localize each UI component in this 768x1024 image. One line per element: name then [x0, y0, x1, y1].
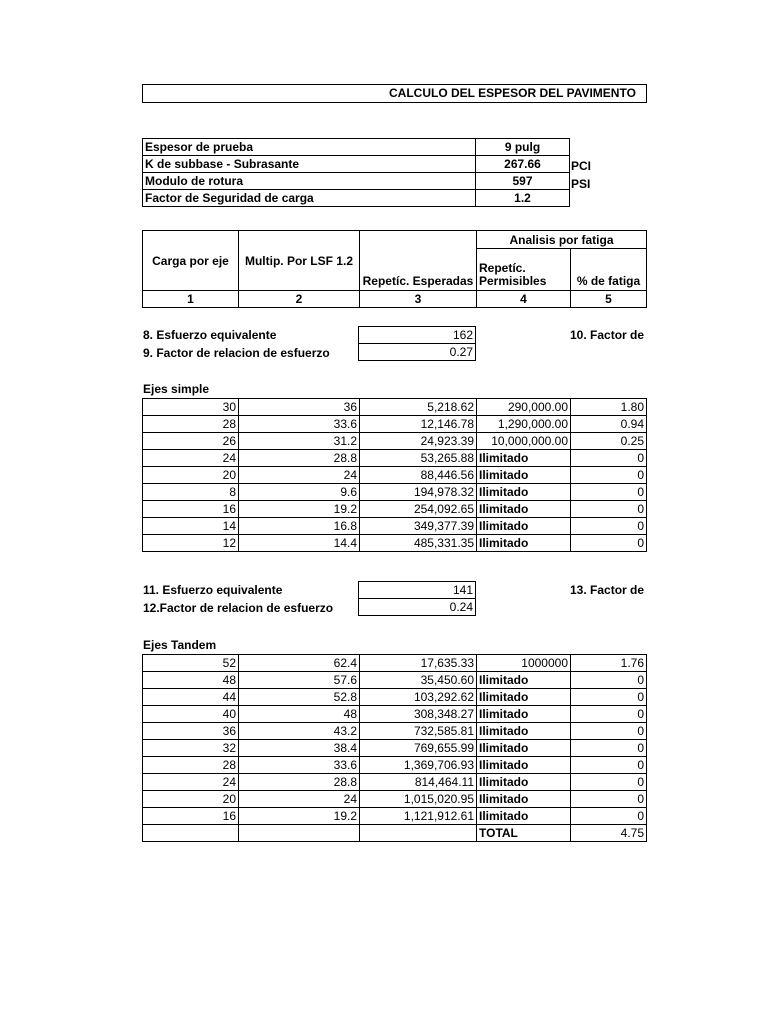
pct-fatiga-cell: 0: [571, 706, 647, 723]
col-header-carga: Carga por eje: [143, 231, 239, 291]
repet-permisibles-cell: Ilimitado: [477, 689, 571, 706]
multip-cell: 28.8: [239, 774, 360, 791]
carga-cell: 8: [143, 484, 239, 501]
table-row: [143, 518, 647, 535]
params-table: [142, 138, 570, 207]
empty-cell: [360, 825, 477, 842]
repet-esperadas-cell: 254,092.65: [360, 501, 477, 518]
repet-esperadas-cell: 814,464.11: [360, 774, 477, 791]
esfuerzo-simple-value: 162: [359, 327, 476, 344]
carga-cell: 24: [143, 774, 239, 791]
carga-cell: 48: [143, 672, 239, 689]
param-value: 9 pulg: [476, 139, 570, 156]
pct-fatiga-cell: 0: [571, 774, 647, 791]
multip-cell: 31.2: [239, 433, 360, 450]
repet-esperadas-cell: 5,218.62: [360, 399, 477, 416]
table-row: [143, 535, 647, 552]
carga-cell: 40: [143, 706, 239, 723]
carga-cell: 24: [143, 450, 239, 467]
pct-fatiga-cell: 0: [571, 467, 647, 484]
col-number: 5: [571, 291, 647, 308]
carga-cell: 28: [143, 416, 239, 433]
repet-esperadas-cell: 88,446.56: [360, 467, 477, 484]
pct-fatiga-cell: 0.94: [571, 416, 647, 433]
table-row: [143, 433, 647, 450]
col-header-repet-esperadas: Repetíc. Esperadas: [360, 231, 477, 291]
total-value: 4.75: [571, 825, 647, 842]
pct-fatiga-cell: 1.76: [571, 655, 647, 672]
repet-permisibles-cell: Ilimitado: [477, 740, 571, 757]
carga-cell: 32: [143, 740, 239, 757]
repet-perm-line1: Repetíc.: [479, 261, 526, 275]
repet-permisibles-cell: Ilimitado: [477, 808, 571, 825]
pct-fatiga-cell: 0: [571, 672, 647, 689]
carga-cell: 16: [143, 808, 239, 825]
carga-cell: 16: [143, 501, 239, 518]
esfuerzo-tandem-value: 141: [359, 582, 476, 599]
multip-cell: 19.2: [239, 808, 360, 825]
tandem-table: [142, 654, 647, 842]
repet-esperadas-cell: 17,635.33: [360, 655, 477, 672]
param-unit: PSI: [571, 177, 591, 191]
carga-cell: 12: [143, 535, 239, 552]
multip-cell: 62.4: [239, 655, 360, 672]
carga-cell: 52: [143, 655, 239, 672]
multip-cell: 57.6: [239, 672, 360, 689]
table-row: [143, 808, 647, 825]
carga-cell: 14: [143, 518, 239, 535]
pct-fatiga-cell: 0: [571, 791, 647, 808]
total-label: TOTAL: [477, 825, 571, 842]
carga-cell: 20: [143, 791, 239, 808]
repet-permisibles-cell: 290,000.00: [477, 399, 571, 416]
table-row: [143, 757, 647, 774]
table-row: [143, 416, 647, 433]
section-title-simple: Ejes simple: [143, 382, 210, 396]
pct-fatiga-cell: 0: [571, 535, 647, 552]
esfuerzo-tandem-label: 11. Esfuerzo equivalente: [143, 583, 283, 597]
repet-permisibles-cell: Ilimitado: [477, 706, 571, 723]
col-number: 2: [239, 291, 360, 308]
param-label: Espesor de prueba: [143, 139, 476, 156]
repet-permisibles-cell: Ilimitado: [477, 791, 571, 808]
page-title: CALCULO DEL ESPESOR DEL PAVIMENTO: [389, 86, 636, 100]
col-header-multip: Multip. Por LSF 1.2: [239, 231, 360, 291]
carga-cell: 20: [143, 467, 239, 484]
section-title-tandem: Ejes Tandem: [143, 638, 217, 652]
pct-fatiga-cell: 0: [571, 723, 647, 740]
param-label: Factor de Seguridad de carga: [143, 190, 476, 207]
repet-permisibles-cell: Ilimitado: [477, 501, 571, 518]
param-row: [143, 139, 570, 156]
repet-permisibles-cell: Ilimitado: [477, 518, 571, 535]
factor-tandem-value: 0.24: [359, 599, 476, 616]
pct-fatiga-cell: 0: [571, 740, 647, 757]
table-row: [143, 655, 647, 672]
repet-esperadas-cell: 103,292.62: [360, 689, 477, 706]
pct-fatiga-cell: 0: [571, 689, 647, 706]
simple-stress-table: [358, 326, 476, 361]
carga-cell: 36: [143, 723, 239, 740]
carga-cell: 26: [143, 433, 239, 450]
col-header-repet-permisibles: [477, 249, 571, 291]
repet-permisibles-cell: Ilimitado: [477, 672, 571, 689]
pct-fatiga-cell: 1.80: [571, 399, 647, 416]
repet-esperadas-cell: 769,655.99: [360, 740, 477, 757]
param-row: [143, 190, 570, 207]
repet-permisibles-cell: Ilimitado: [477, 535, 571, 552]
multip-cell: 33.6: [239, 416, 360, 433]
param-value: 597: [476, 173, 570, 190]
table-row: [143, 740, 647, 757]
repet-esperadas-cell: 485,331.35: [360, 535, 477, 552]
table-row: [143, 450, 647, 467]
repet-esperadas-cell: 308,348.27: [360, 706, 477, 723]
pct-fatiga-cell: 0: [571, 808, 647, 825]
table-row: [143, 706, 647, 723]
repet-esperadas-cell: 1,121,912.61: [360, 808, 477, 825]
col-number: 1: [143, 291, 239, 308]
pct-fatiga-cell: 0: [571, 450, 647, 467]
repet-esperadas-cell: 732,585.81: [360, 723, 477, 740]
param-value: 267.66: [476, 156, 570, 173]
multip-cell: 38.4: [239, 740, 360, 757]
tandem-stress-table: [358, 581, 476, 616]
repet-permisibles-cell: Ilimitado: [477, 723, 571, 740]
carga-cell: 44: [143, 689, 239, 706]
repet-permisibles-cell: Ilimitado: [477, 450, 571, 467]
empty-cell: [239, 825, 360, 842]
multip-cell: 28.8: [239, 450, 360, 467]
param-value: 1.2: [476, 190, 570, 207]
table-row: [143, 501, 647, 518]
pct-fatiga-cell: 0: [571, 518, 647, 535]
table-row: [143, 484, 647, 501]
title-box: [142, 84, 647, 103]
col-header-pct-fatiga: % de fatiga: [571, 249, 647, 291]
multip-cell: 24: [239, 467, 360, 484]
factor-tandem-side-label: 13. Factor de: [570, 583, 645, 597]
pct-fatiga-cell: 0: [571, 757, 647, 774]
multip-cell: 19.2: [239, 501, 360, 518]
repet-permisibles-cell: 10,000,000.00: [477, 433, 571, 450]
repet-esperadas-cell: 35,450.60: [360, 672, 477, 689]
multip-cell: 16.8: [239, 518, 360, 535]
repet-perm-line2: Permisibles: [479, 274, 547, 288]
table-row: [143, 399, 647, 416]
table-row: [143, 672, 647, 689]
factor-simple-value: 0.27: [359, 344, 476, 361]
multip-cell: 43.2: [239, 723, 360, 740]
repet-permisibles-cell: 1,290,000.00: [477, 416, 571, 433]
carga-cell: 30: [143, 399, 239, 416]
param-label: K de subbase - Subrasante: [143, 156, 476, 173]
col-number: 3: [360, 291, 477, 308]
factor-simple-label: 9. Factor de relacion de esfuerzo: [143, 346, 330, 360]
multip-cell: 36: [239, 399, 360, 416]
table-row: [143, 467, 647, 484]
simple-table: [142, 398, 647, 552]
esfuerzo-simple-label: 8. Esfuerzo equivalente: [143, 328, 277, 342]
multip-cell: 48: [239, 706, 360, 723]
multip-cell: 9.6: [239, 484, 360, 501]
empty-cell: [143, 825, 239, 842]
header-table: [142, 230, 647, 308]
repet-esperadas-cell: 24,923.39: [360, 433, 477, 450]
param-row: [143, 173, 570, 190]
repet-permisibles-cell: Ilimitado: [477, 467, 571, 484]
param-unit: PCI: [571, 159, 592, 173]
pct-fatiga-cell: 0: [571, 484, 647, 501]
multip-cell: 14.4: [239, 535, 360, 552]
factor-simple-side-label: 10. Factor de: [570, 328, 645, 342]
col-number: 4: [477, 291, 571, 308]
repet-esperadas-cell: 53,265.88: [360, 450, 477, 467]
pct-fatiga-cell: 0.25: [571, 433, 647, 450]
param-label: Modulo de rotura: [143, 173, 476, 190]
multip-cell: 52.8: [239, 689, 360, 706]
multip-cell: 33.6: [239, 757, 360, 774]
repet-esperadas-cell: 1,015,020.95: [360, 791, 477, 808]
table-row: [143, 689, 647, 706]
repet-esperadas-cell: 12,146.78: [360, 416, 477, 433]
total-row: [143, 825, 647, 842]
repet-esperadas-cell: 194,978.32: [360, 484, 477, 501]
repet-esperadas-cell: 349,377.39: [360, 518, 477, 535]
pct-fatiga-cell: 0: [571, 501, 647, 518]
param-row: [143, 156, 570, 173]
repet-permisibles-cell: Ilimitado: [477, 757, 571, 774]
repet-permisibles-cell: Ilimitado: [477, 774, 571, 791]
col-header-analisis: Analisis por fatiga: [477, 231, 647, 249]
multip-cell: 24: [239, 791, 360, 808]
carga-cell: 28: [143, 757, 239, 774]
table-row: [143, 774, 647, 791]
table-row: [143, 723, 647, 740]
table-row: [143, 791, 647, 808]
repet-permisibles-cell: Ilimitado: [477, 484, 571, 501]
repet-permisibles-cell: 1000000: [477, 655, 571, 672]
factor-tandem-label: 12.Factor de relacion de esfuerzo: [143, 601, 334, 615]
repet-esperadas-cell: 1,369,706.93: [360, 757, 477, 774]
